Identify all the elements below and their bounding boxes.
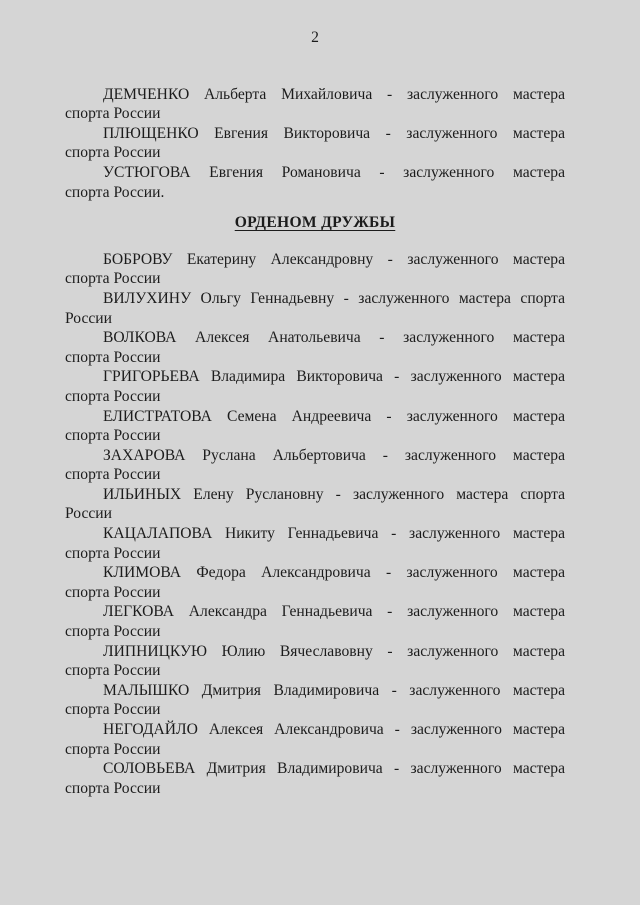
list-item [65, 163, 565, 202]
section-heading [65, 213, 565, 233]
entry-line2: спорта России [65, 105, 161, 123]
list-item [65, 289, 565, 328]
entry-line2: России [65, 309, 113, 327]
entry-line1: КЛИМОВА Федора Александровича - заслуженного мастера [103, 564, 565, 582]
entry-line2: спорта России [65, 701, 161, 719]
entry-line1: УСТЮГОВА Евгения Романовича - заслуженного мастера [103, 163, 565, 181]
entry-line1: ГРИГОРЬЕВА Владимира Викторовича - заслуженного мастера [103, 368, 565, 386]
entry-line2: спорта России [65, 779, 161, 797]
list-item [65, 85, 565, 124]
list-item [65, 563, 565, 602]
list-item [65, 485, 565, 524]
entry-line2: спорта России [65, 348, 161, 366]
list-item [65, 446, 565, 485]
entry-line2: спорта России. [65, 183, 165, 201]
list-item [65, 367, 565, 406]
entry-line1: ДЕМЧЕНКО Альберта Михайловича - заслуженного мастера [103, 85, 565, 103]
entry-line2: спорта России [65, 387, 161, 405]
entry-line1: ИЛЬИНЫХ Елену Руслановну - заслуженного мастера спорта [103, 485, 565, 503]
entry-line1: ПЛЮЩЕНКО Евгения Викторовича - заслуженного мастера [103, 124, 565, 142]
entry-line2: спорта России [65, 740, 161, 758]
award-list-top [65, 85, 565, 203]
award-list-friendship [65, 250, 565, 799]
list-item [65, 681, 565, 720]
entry-line2: спорта России [65, 623, 161, 641]
entry-line1: ВИЛУХИНУ Ольгу Геннадьевну - заслуженного мастера спорта [103, 289, 565, 307]
entry-line2: спорта России [65, 583, 161, 601]
list-item [65, 720, 565, 759]
entry-line1: ЗАХАРОВА Руслана Альбертовича - заслуженного мастера [103, 446, 565, 464]
list-item [65, 642, 565, 681]
list-item [65, 407, 565, 446]
entry-line2: России [65, 505, 113, 523]
entry-line1: КАЦАЛАПОВА Никиту Геннадьевича - заслуженного мастера [103, 525, 565, 543]
entry-line2: спорта России [65, 270, 161, 288]
entry-line2: спорта России [65, 427, 161, 445]
entry-line1: БОБРОВУ Екатерину Александровну - заслуженного мастера [103, 250, 565, 268]
entry-line2: спорта России [65, 662, 161, 680]
entry-line1: ЛЕГКОВА Александра Геннадьевича - заслуженного мастера [103, 603, 565, 621]
list-item [65, 328, 565, 367]
entry-line1: ЕЛИСТРАТОВА Семена Андреевича - заслуженного мастера [103, 407, 565, 425]
entry-line1: ВОЛКОВА Алексея Анатольевича - заслуженного мастера [103, 329, 565, 347]
entry-line1: НЕГОДАЙЛО Алексея Александровича - заслуженного мастера [103, 721, 565, 738]
list-item [65, 759, 565, 798]
section-heading-text: ОРДЕНОМ ДРУЖБЫ [234, 214, 396, 232]
entry-line1: МАЛЫШКО Дмитрия Владимировича - заслуженного мастера [103, 681, 565, 699]
list-item [65, 602, 565, 641]
entry-line2: спорта России [65, 544, 161, 562]
list-item [65, 124, 565, 163]
list-item [65, 250, 565, 289]
page-number: 2 [311, 29, 319, 46]
entry-line2: спорта России [65, 466, 161, 484]
list-item [65, 524, 565, 563]
entry-line1: ЛИПНИЦКУЮ Юлию Вячеславовну - заслуженного мастера [103, 642, 565, 660]
entry-line1: СОЛОВЬЕВА Дмитрия Владимировича - заслуженного мастера [103, 760, 565, 778]
entry-line2: спорта России [65, 144, 161, 162]
